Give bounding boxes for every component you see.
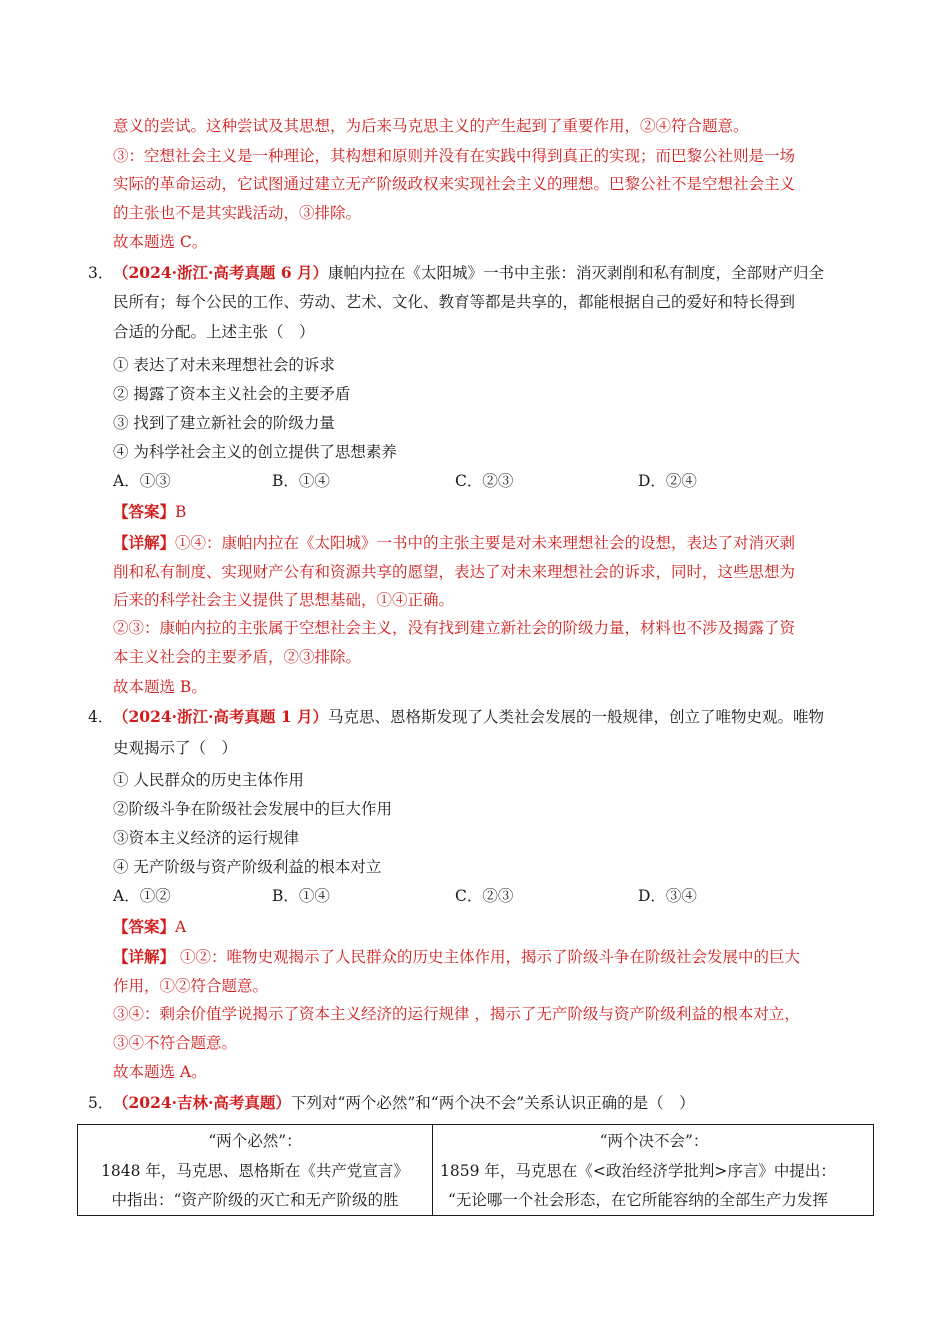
question-3-answer — [113, 502, 186, 522]
comparison-table — [77, 1124, 874, 1216]
table-right-line-2: “无论哪一个社会形态，在它所能容纳的全部生产力发挥 — [448, 1191, 828, 1209]
question-3-detail-line-1 — [113, 533, 795, 553]
table-left-line-1: 1848 年，马克思、恩格斯在《共产党宣言》 — [101, 1162, 409, 1180]
question-3-number: 3． — [88, 264, 114, 282]
question-3-answer-value: B — [175, 503, 187, 521]
question-4-conclusion: 故本题选 A。 — [113, 1063, 207, 1081]
prev-conclusion: 故本题选 C。 — [113, 233, 208, 251]
question-4-detail-line-2: 作用，①②符合题意。 — [113, 977, 269, 995]
question-4-option-d: D．③④ — [638, 887, 697, 905]
question-4-item-3: ③资本主义经济的运行规律 — [113, 829, 300, 847]
table-divider — [432, 1125, 433, 1215]
question-3-detail-text-1: ①④：康帕内拉在《太阳城》一书中的主张主要是对未来理想社会的设想，表达了对消灭剥 — [175, 534, 796, 552]
question-4-item-4: ④ 无产阶级与资产阶级利益的根本对立 — [113, 858, 382, 876]
question-3-stem-line-3: 合适的分配。上述主张（ ） — [113, 323, 315, 341]
question-5-stem-text: 下列对“两个必然”和“两个决不会”关系认识正确的是（ ） — [290, 1094, 695, 1112]
question-3-option-d: D．②④ — [638, 472, 697, 490]
question-4-detail-line-4: ③④不符合题意。 — [113, 1034, 238, 1052]
table-left-title: “两个必然”： — [208, 1132, 302, 1150]
question-3-item-1: ① 表达了对未来理想社会的诉求 — [113, 356, 335, 374]
question-4-detail-text-1: ①②：唯物史观揭示了人民群众的历史主体作用，揭示了阶级斗争在阶级社会发展中的巨大 — [175, 948, 800, 966]
table-right-line-1: 1859 年，马克思在《<政治经济学批判>序言》中提出： — [440, 1162, 836, 1180]
question-4-detail-line-1 — [113, 947, 800, 967]
prev-explanation-line-3: 实际的革命运动，它试图通过建立无产阶级政权来实现社会主义的理想。巴黎公社不是空想社会主义 — [113, 175, 796, 193]
question-3-detail-line-2: 削和私有制度、实现财产公有和资源共享的愿望，表达了对未来理想社会的诉求，同时，这些思想为 — [113, 563, 796, 581]
question-5-stem — [113, 1093, 695, 1113]
question-4-stem-line-2: 史观揭示了（ ） — [113, 739, 238, 757]
question-3-detail-line-3: 后来的科学社会主义提供了思想基础，①④正确。 — [113, 591, 455, 609]
question-4-detail-line-3: ③④：剩余价值学说揭示了资本主义经济的运行规律 ，揭示了无产阶级与资产阶级利益的根本对立， — [113, 1005, 800, 1023]
question-4-item-2: ②阶级斗争在阶级社会发展中的巨大作用 — [113, 800, 393, 818]
question-3-detail-line-4: ②③：康帕内拉的主张属于空想社会主义，没有找到建立新社会的阶级力量，材料也不涉及揭露了资 — [113, 619, 796, 637]
question-3-item-2: ② 揭露了资本主义社会的主要矛盾 — [113, 385, 351, 403]
question-4-stem-line-1 — [113, 707, 824, 727]
prev-explanation-line-2: ③：空想社会主义是一种理论，其构想和原则并没有在实践中得到真正的实现；而巴黎公社则是一场 — [113, 147, 796, 165]
question-4-option-a: A．①② — [113, 887, 171, 905]
question-4-option-c: C．②③ — [455, 887, 514, 905]
question-3-conclusion: 故本题选 B。 — [113, 678, 207, 696]
question-4-item-1: ① 人民群众的历史主体作用 — [113, 771, 304, 789]
prev-explanation-line-4: 的主张也不是其实践活动，③排除。 — [113, 204, 362, 222]
table-right-title: “两个决不会”： — [599, 1132, 709, 1150]
question-4-answer-value: A — [175, 918, 187, 936]
question-4-option-b: B．①④ — [272, 887, 330, 905]
question-3-item-4: ④ 为科学社会主义的创立提供了思想素养 — [113, 443, 397, 461]
question-4-answer — [113, 917, 186, 937]
prev-explanation-line-1: 意义的尝试。这种尝试及其思想，为后来马克思主义的产生起到了重要作用，②④符合题意。 — [113, 117, 749, 135]
detail-tag: 【详解】 — [113, 533, 176, 552]
question-3-stem-line-2: 民所有；每个公民的工作、劳动、艺术、文化、教育等都是共享的，都能根据自己的爱好和特长得到 — [113, 293, 796, 311]
question-3-option-b: B．①④ — [272, 472, 330, 490]
question-4-stem-text-1: 马克思、恩格斯发现了人类社会发展的一般规律，创立了唯物史观。唯物 — [328, 708, 825, 726]
question-3-option-c: C．②③ — [455, 472, 514, 490]
question-3-item-3: ③ 找到了建立新社会的阶级力量 — [113, 414, 335, 432]
detail-tag: 【详解】 — [113, 947, 176, 966]
question-5-number: 5． — [88, 1094, 114, 1112]
question-3-option-a: A．①③ — [113, 472, 171, 490]
answer-tag: 【答案】 — [113, 502, 176, 521]
question-3-source: （2024·浙江·高考真题 6 月） — [113, 263, 329, 282]
question-3-stem-line-1 — [113, 263, 824, 283]
question-4-number: 4． — [88, 708, 114, 726]
table-left-line-2: 中指出：“资产阶级的灭亡和无产阶级的胜 — [111, 1191, 399, 1209]
answer-tag: 【答案】 — [113, 917, 176, 936]
question-5-source: （2024·吉林·高考真题） — [113, 1093, 291, 1112]
question-4-source: （2024·浙江·高考真题 1 月） — [113, 707, 329, 726]
question-3-detail-line-5: 本主义社会的主要矛盾，②③排除。 — [113, 648, 362, 666]
question-3-stem-text-1: 康帕内拉在《太阳城》一书中主张：消灭剥削和私有制度，全部财产归全 — [328, 264, 825, 282]
